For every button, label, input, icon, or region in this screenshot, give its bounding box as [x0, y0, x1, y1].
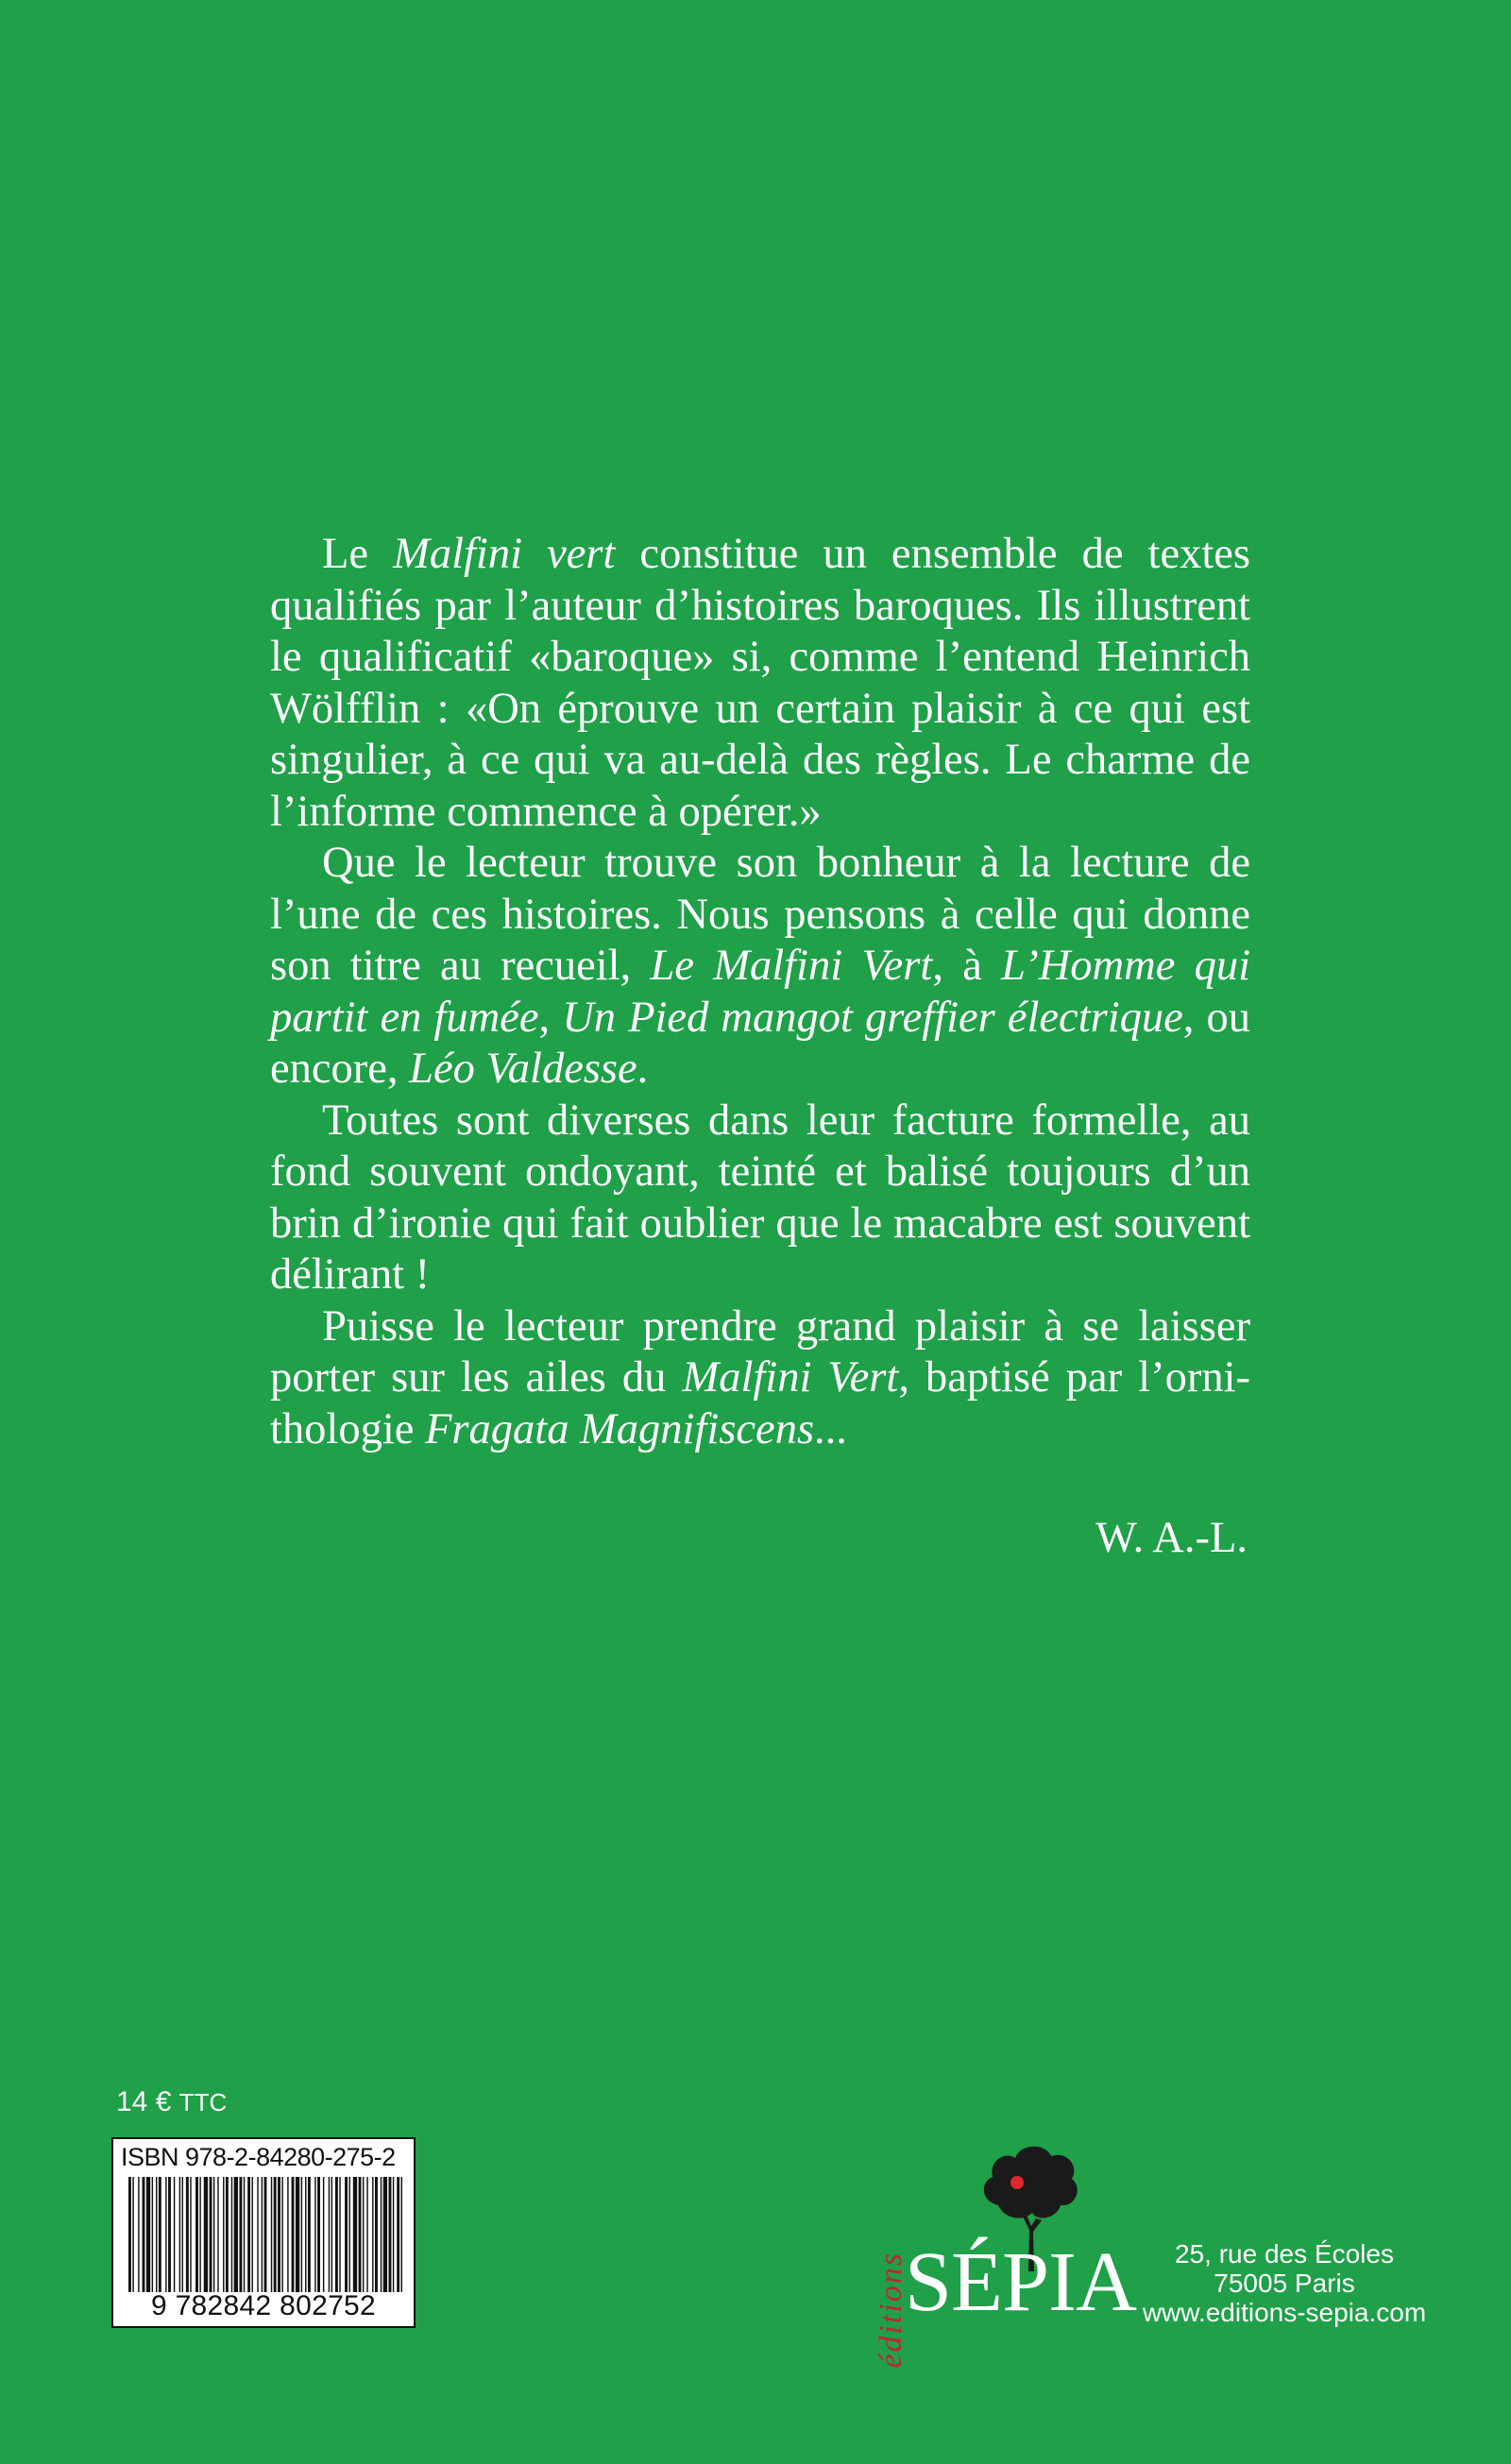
author-signature: W. A.-L. [1095, 1514, 1248, 1562]
address-city: 75005 Paris [1214, 2269, 1355, 2298]
blurb-paragraph-3 [270, 1096, 1250, 1301]
barcode-bar [168, 2177, 171, 2292]
text-span: Le [322, 530, 394, 578]
barcode-bar [363, 2177, 364, 2292]
barcode-bar [217, 2177, 218, 2292]
barcode-bar [199, 2177, 200, 2292]
text-span: , baptisé par l’ornithologie [270, 1353, 1250, 1453]
barcode-bar [314, 2177, 315, 2292]
barcode-bar [132, 2177, 133, 2292]
barcode-bar [128, 2177, 131, 2292]
barcode-bar [244, 2177, 245, 2292]
text-span: , ou encore, [270, 993, 1250, 1093]
text-span: . [637, 1045, 649, 1093]
barcode-bar [389, 2177, 392, 2292]
blurb-paragraph-2 [270, 838, 1250, 1096]
blurb-text [270, 529, 1250, 1455]
barcode-bar [372, 2177, 373, 2292]
barcode-bar [359, 2177, 362, 2292]
barcode-bar [223, 2177, 224, 2292]
italic-title: Malfini Vert [682, 1353, 899, 1402]
barcode-bar [317, 2177, 320, 2292]
barcode-bar [239, 2177, 242, 2292]
barcode-bar [204, 2177, 208, 2292]
barcode-bar [381, 2177, 382, 2292]
barcode-bar [339, 2177, 340, 2292]
barcode-bar [182, 2177, 183, 2292]
barcode-bar [190, 2177, 191, 2292]
barcode-bar [247, 2177, 250, 2292]
barcode-bar [152, 2177, 153, 2292]
barcode-bar [345, 2177, 348, 2292]
barcode-bar [287, 2177, 288, 2292]
barcode-bar [264, 2177, 267, 2292]
price-suffix: TTC [178, 2088, 228, 2116]
barcode-bar [195, 2177, 198, 2292]
barcode-bar [348, 2177, 349, 2292]
barcode-bar [138, 2177, 139, 2292]
barcode-bar [210, 2177, 212, 2292]
italic-title: Fragata Magnifiscens [425, 1404, 815, 1453]
blurb-paragraph-1 [270, 529, 1250, 838]
italic-title: L’Homme qui partit en fumée [270, 942, 1250, 1042]
barcode-bar [226, 2177, 229, 2292]
barcode-bar [213, 2177, 214, 2292]
text-span: Puisse le lecteur prendre grand plaisir à se laisser porter sur les ailes du [270, 1301, 1250, 1402]
barcode-bar [301, 2177, 302, 2292]
text-span: ... [814, 1404, 847, 1453]
barcode-digits: 9 782842 802752 [150, 2290, 377, 2321]
price-amount: 14 € [116, 2086, 172, 2117]
price-label [116, 2085, 227, 2119]
text-span: Que le lecteur trouve son bonheur à la lecture de l’une de ces histoires. Nous pensons à celle qui donne son titre au recueil, [270, 839, 1250, 990]
publisher-name: SÉPIA [905, 2235, 1137, 2329]
italic-title: Malfini vert [393, 530, 616, 578]
blurb-paragraph-4 [270, 1301, 1250, 1456]
publisher-website: www.editions-sepia.com [1142, 2298, 1427, 2327]
barcode-bar [146, 2177, 150, 2292]
barcode-bar [292, 2177, 295, 2292]
barcode-bars [128, 2177, 402, 2292]
text-span: constitue un ensemble de textes qualifiés par l’auteur d’histoires baroques. Ils illustrent le qualificatif «baroque» si, comme l’entend Heinrich Wölfflin : «On éprouve un certain plaisir à ce qui est singulier, à ce qui va au-delà des règles. Le charme de l’informe commence à opérer.» [270, 530, 1250, 836]
barcode-bar [331, 2177, 332, 2292]
barcode-bar [308, 2177, 311, 2292]
address-street: 25, rue des Écoles [1175, 2239, 1394, 2269]
barcode-bar [383, 2177, 387, 2292]
barcode-bar [179, 2177, 180, 2292]
barcode-bar [335, 2177, 338, 2292]
barcode-bar [257, 2177, 258, 2292]
publisher-vertical-label [874, 2252, 908, 2369]
italic-title: Léo Valdesse [409, 1045, 637, 1093]
italic-title: Un Pied mangot greffier électrique [562, 993, 1183, 1042]
italic-title: Le Malfini Vert [650, 942, 933, 990]
barcode-bar [397, 2177, 399, 2292]
barcode-bar [281, 2177, 282, 2292]
barcode-bar [143, 2177, 145, 2292]
barcode-bar [156, 2177, 157, 2292]
barcode-bar [262, 2177, 263, 2292]
barcode-bar [186, 2177, 189, 2292]
barcode-bar [231, 2177, 232, 2292]
isbn-label: ISBN 978-2-84280-275-2 [121, 2143, 396, 2171]
barcode-bar [174, 2177, 175, 2292]
isbn-barcode [111, 2137, 416, 2328]
barcode-bar [401, 2177, 402, 2292]
publisher-address [1114, 2239, 1454, 2327]
barcode-bar [305, 2177, 306, 2292]
barcode-bar [159, 2177, 161, 2292]
barcode-bar [165, 2177, 166, 2292]
text-span: , à [932, 942, 1002, 990]
barcode-bar [323, 2177, 324, 2292]
barcode-bar [375, 2177, 378, 2292]
text-span: , [538, 993, 563, 1042]
barcode-bar [366, 2177, 367, 2292]
barcode-bar [329, 2177, 330, 2292]
barcode-bar [252, 2177, 253, 2292]
barcode-bar [274, 2177, 277, 2292]
publisher-vertical-text: éditions [874, 2252, 908, 2369]
text-span: Toutes sont diverses dans leur facture formelle, au fond souvent ondoyant, teinté et balisé toujours d’un brin d’ironie qui fait oublier que le macabre est souvent délirant ! [270, 1096, 1250, 1299]
barcode-bar [278, 2177, 280, 2292]
barcode-bar [234, 2177, 238, 2292]
barcode-bar [393, 2177, 394, 2292]
barcode-bar [271, 2177, 272, 2292]
barcode-bar [353, 2177, 357, 2292]
barcode-bar [296, 2177, 299, 2292]
